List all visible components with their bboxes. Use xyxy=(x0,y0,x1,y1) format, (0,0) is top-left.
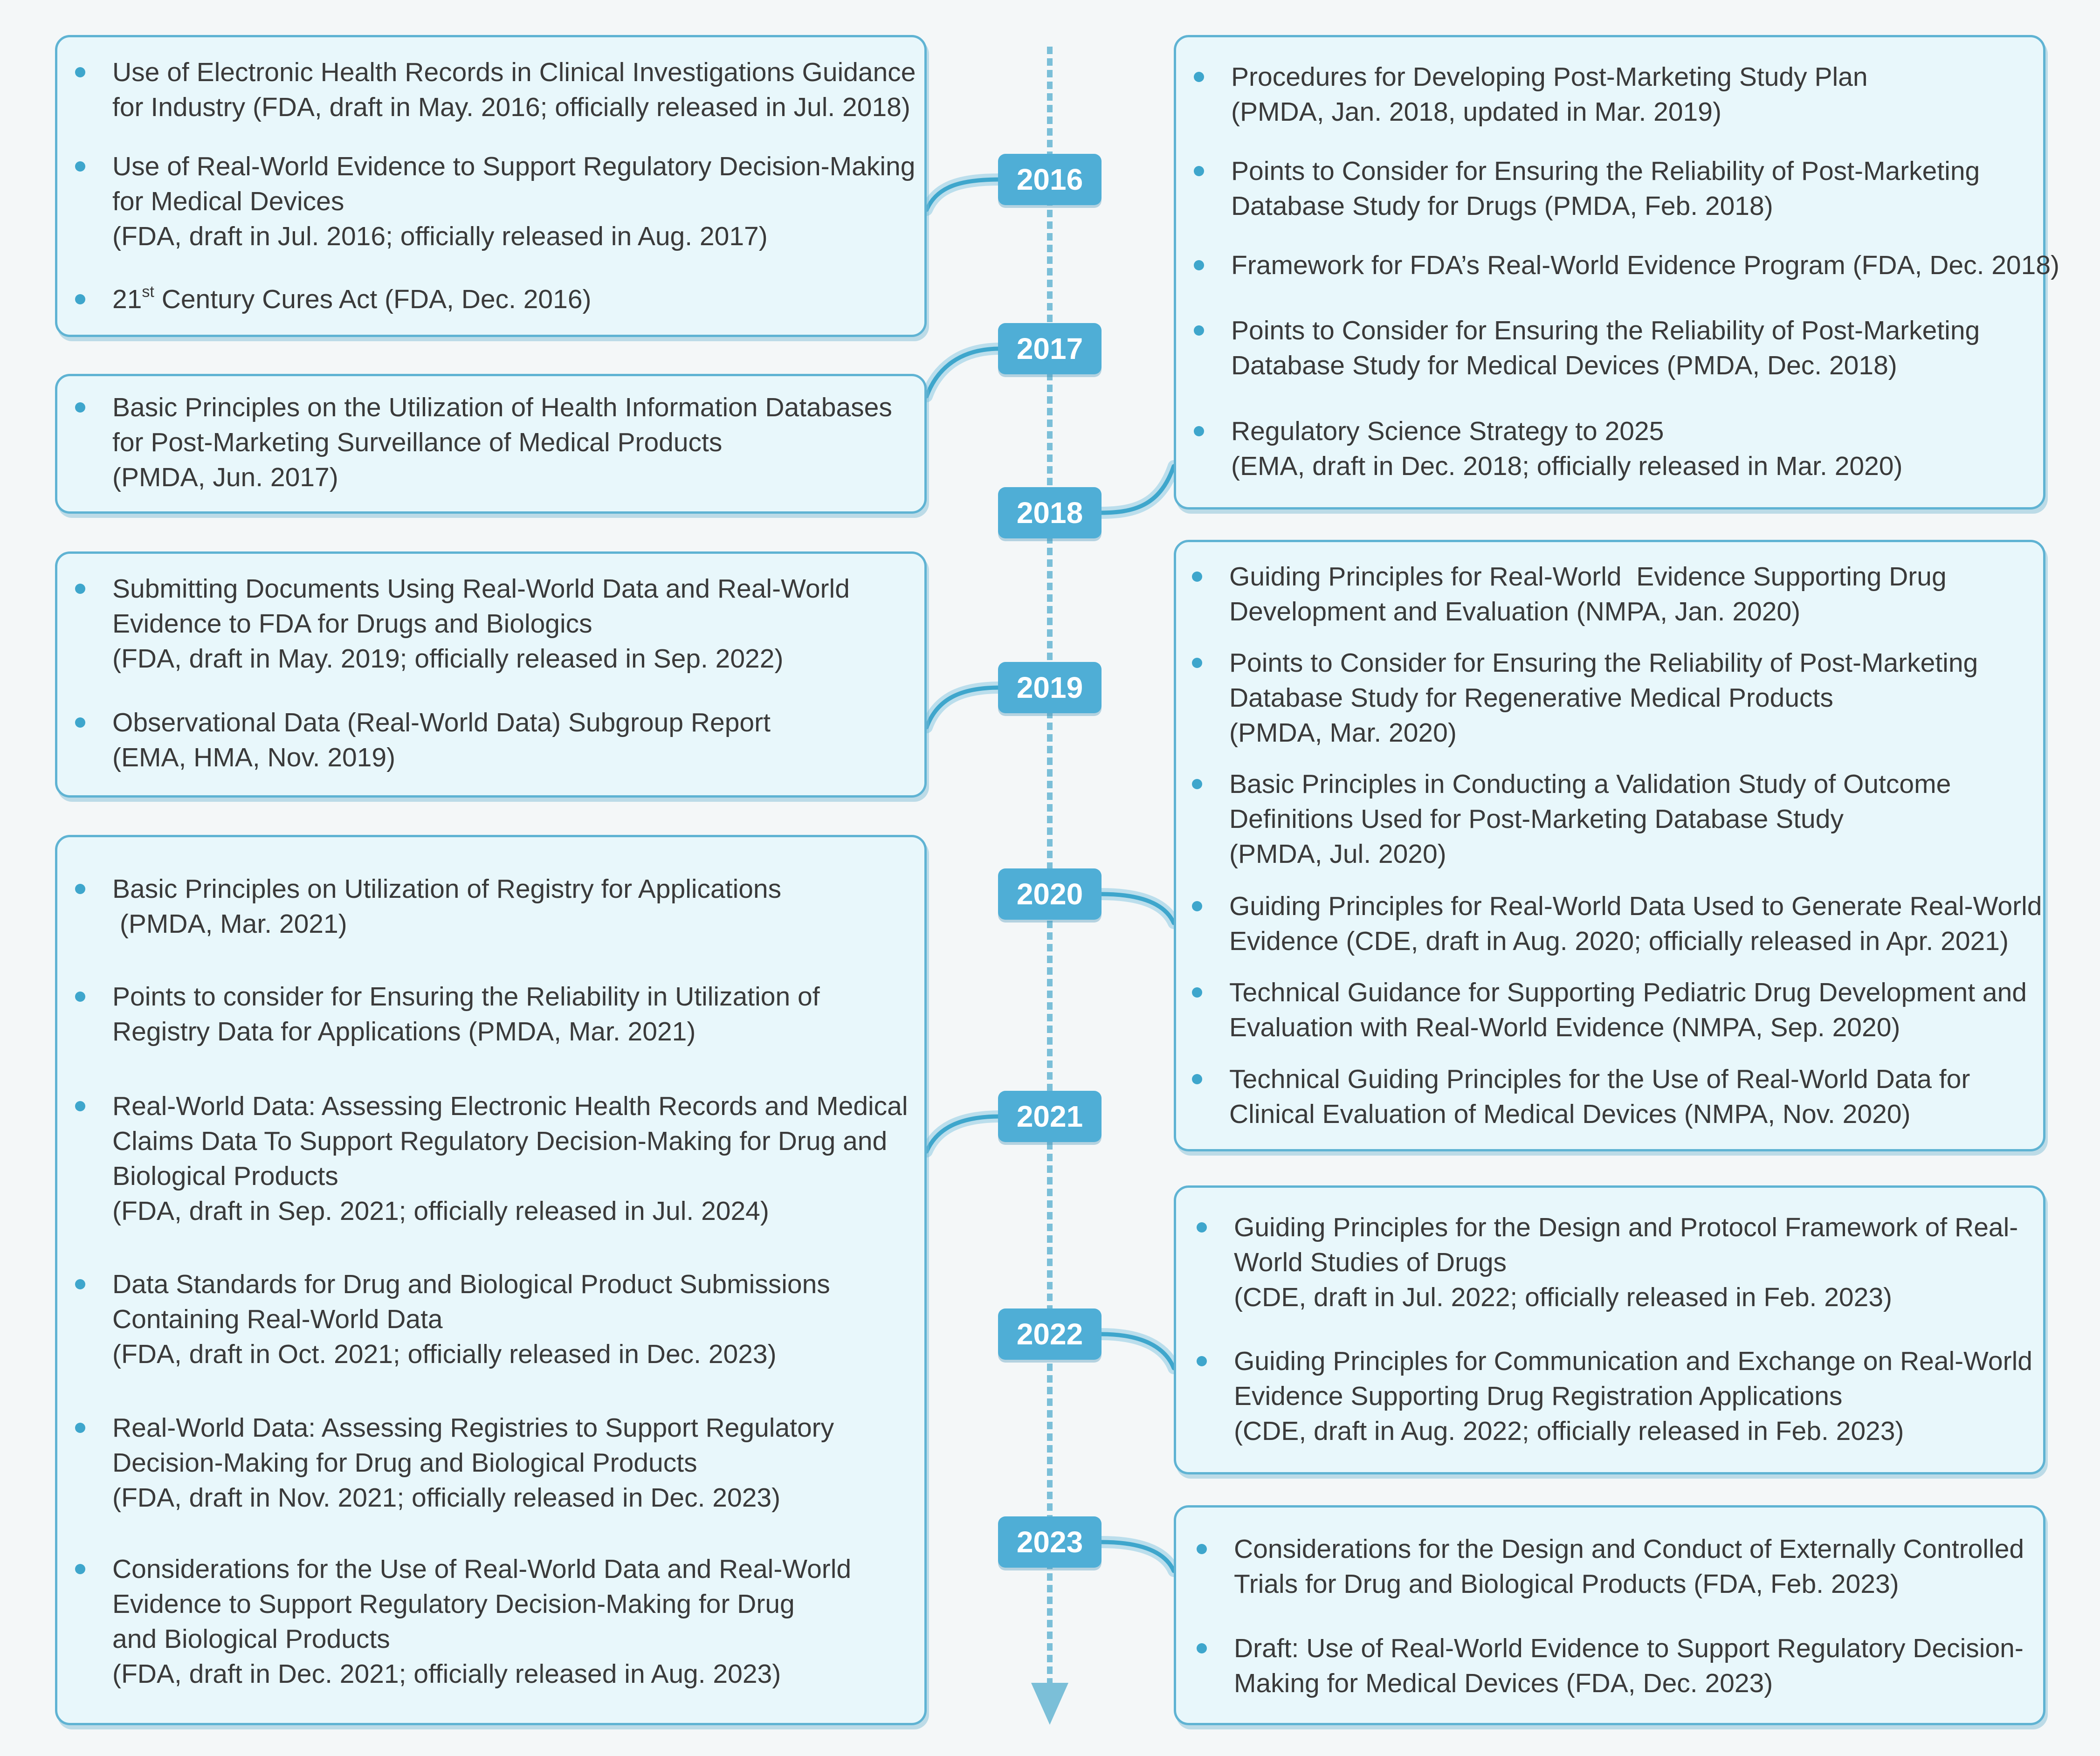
guidance-box-2019 xyxy=(55,551,927,798)
guidance-text: Points to consider for Ensuring the Reliability in Utilization of Registry Data for Applications (PMDA, Mar. 2021) xyxy=(112,982,820,1047)
guidance-text: Basic Principles on Utilization of Registry for Applications (PMDA, Mar. 2021) xyxy=(112,874,782,939)
bullet-icon xyxy=(1194,72,1204,82)
year-badge-2022: 2022 xyxy=(998,1308,1102,1360)
guidance-text: Framework for FDA’s Real-World Evidence Program (FDA, Dec. 2018) xyxy=(1231,250,2060,280)
bullet-icon xyxy=(1194,166,1204,176)
bullet-icon xyxy=(1192,658,1202,668)
guidance-text: Guiding Principles for Communication and Exchange on Real-World Evidence Supporting Drug Registration Applications (CDE, draft in Aug. 2022; officially released in Feb. 2023) xyxy=(1234,1346,2032,1446)
guidance-text: Technical Guiding Principles for the Use of Real-World Data for Clinical Evaluation of Medical Devices (NMPA, Nov. 2020) xyxy=(1229,1064,1970,1129)
list-item xyxy=(75,1411,834,1515)
bullet-icon xyxy=(75,402,85,413)
bullet-icon xyxy=(1192,901,1202,911)
bullet-icon xyxy=(1197,1544,1207,1554)
guidance-box-2022 xyxy=(1174,1185,2045,1474)
list-item xyxy=(75,149,915,254)
guidance-text: Guiding Principles for the Design and Protocol Framework of Real- World Studies of Drugs (CDE, draft in Jul. 2022; officially released in Feb. 2023) xyxy=(1234,1212,2018,1312)
bullet-icon xyxy=(75,161,85,172)
arrow-down-icon xyxy=(1031,1683,1068,1725)
list-item xyxy=(75,705,771,775)
guidance-text: Data Standards for Drug and Biological Product Submissions Containing Real-World Data (FDA, draft in Oct. 2021; officially released in Dec. 2023) xyxy=(112,1269,830,1369)
guidance-box-2020 xyxy=(1174,540,2045,1151)
guidance-box-2016 xyxy=(55,35,927,337)
list-item xyxy=(1194,414,1902,484)
guidance-box-2023 xyxy=(1174,1505,2045,1725)
guidance-text: Basic Principles in Conducting a Validation Study of Outcome Definitions Used for Post-Marketing Database Study (PMDA, Jul. 2020) xyxy=(1229,769,1951,869)
bullet-icon xyxy=(1192,572,1202,582)
guidance-text: Real-World Data: Assessing Registries to Support Regulatory Decision-Making for Drug and Biological Products (FDA, draft in Nov. 2021; officially released in Dec. 2023) xyxy=(112,1413,834,1513)
guidance-box-2018 xyxy=(1174,35,2060,510)
connector-2018 xyxy=(1101,466,1174,513)
guidance-text: Considerations for the Design and Conduct of Externally Controlled Trials for Drug and Biological Products (FDA, Feb. 2023) xyxy=(1234,1534,2024,1599)
list-item xyxy=(75,390,892,495)
guidance-text: Guiding Principles for Real-World Evidence Supporting Drug Development and Evaluation (NMPA, Jan. 2020) xyxy=(1229,562,1947,627)
bullet-icon xyxy=(1197,1356,1207,1366)
guidance-text: Basic Principles on the Utilization of Health Information Databases for Post-Marketing Surveillance of Medical Products (PMDA, Jun. 2017) xyxy=(112,393,892,492)
year-badge-2017: 2017 xyxy=(998,323,1102,374)
list-item xyxy=(75,282,592,317)
bullet-icon xyxy=(1197,1643,1207,1653)
bullet-icon xyxy=(75,67,85,77)
guidance-text: Procedures for Developing Post-Marketing Study Plan (PMDA, Jan. 2018, updated in Mar. 2019) xyxy=(1231,62,1868,127)
bullet-icon xyxy=(1194,325,1204,336)
list-item xyxy=(1192,1062,1970,1132)
bullet-icon xyxy=(75,584,85,594)
guidance-box-2021 xyxy=(55,835,927,1725)
list-item xyxy=(75,872,781,942)
list-item xyxy=(75,1089,908,1229)
guidance-text: Points to Consider for Ensuring the Reliability of Post-Marketing Database Study for Regenerative Medical Products (PMDA, Mar. 2020) xyxy=(1229,648,1978,748)
list-item xyxy=(1197,1631,2024,1701)
list-item xyxy=(1194,60,1868,130)
year-badge-2016: 2016 xyxy=(998,154,1102,205)
guidance-text: Draft: Use of Real-World Evidence to Support Regulatory Decision- Making for Medical Devices (FDA, Dec. 2023) xyxy=(1234,1633,2024,1698)
year-badge-2018: 2018 xyxy=(998,487,1102,538)
bullet-icon xyxy=(75,1279,85,1289)
list-item xyxy=(1194,154,1980,224)
bullet-icon xyxy=(1197,1222,1207,1233)
list-item xyxy=(1197,1344,2032,1449)
guidance-text: Real-World Data: Assessing Electronic Health Records and Medical Claims Data To Support Regulatory Decision-Making for Drug and Biological Products (FDA, draft in Sep. 2021; officially released in Jul. 2024) xyxy=(112,1091,908,1226)
list-item xyxy=(1197,1210,2018,1315)
list-item xyxy=(1192,767,1951,872)
list-item xyxy=(75,55,916,125)
bullet-icon xyxy=(1192,779,1202,789)
bullet-icon xyxy=(1194,426,1204,436)
list-item xyxy=(1192,559,1947,629)
bullet-icon xyxy=(75,1101,85,1111)
bullet-icon xyxy=(1192,1074,1202,1084)
bullet-icon xyxy=(75,884,85,894)
list-item xyxy=(1192,646,1978,751)
list-item xyxy=(1194,248,2059,283)
year-badge-2023: 2023 xyxy=(998,1516,1102,1568)
list-item xyxy=(75,1267,830,1372)
list-item xyxy=(75,1552,851,1692)
guidance-text: Use of Electronic Health Records in Clinical Investigations Guidance for Industry (FDA, draft in May. 2016; officially released in Jul. 2018) xyxy=(112,57,916,122)
list-item xyxy=(1197,1532,2024,1602)
guidance-text: Submitting Documents Using Real-World Data and Real-World Evidence to FDA for Drugs and Biologics (FDA, draft in May. 2019; officially released in Sep. 2022) xyxy=(112,574,850,674)
guidance-text: Regulatory Science Strategy to 2025 (EMA, draft in Dec. 2018; officially released in Mar. 2020) xyxy=(1231,416,1903,481)
bullet-icon xyxy=(75,717,85,728)
guidance-text: Technical Guidance for Supporting Pediatric Drug Development and Evaluation with Real-World Evidence (NMPA, Sep. 2020) xyxy=(1229,978,2027,1042)
year-badge-2019: 2019 xyxy=(998,662,1102,713)
bullet-icon xyxy=(1192,987,1202,998)
guidance-text: Guiding Principles for Real-World Data Used to Generate Real-World Evidence (CDE, draft in Aug. 2020; officially released in Apr. 2021) xyxy=(1229,891,2042,956)
bullet-icon xyxy=(1194,260,1204,270)
bullet-icon xyxy=(75,1423,85,1433)
bullet-icon xyxy=(75,1564,85,1574)
bullet-icon xyxy=(75,992,85,1002)
year-badge-2020: 2020 xyxy=(998,868,1102,920)
guidance-text: 21st Century Cures Act (FDA, Dec. 2016) xyxy=(112,283,592,314)
guidance-text: Points to Consider for Ensuring the Reliability of Post-Marketing Database Study for Drugs (PMDA, Feb. 2018) xyxy=(1231,156,1980,221)
list-item xyxy=(75,572,850,676)
list-item xyxy=(1192,975,2027,1045)
bullet-icon xyxy=(75,294,85,304)
guidance-text: Considerations for the Use of Real-World Data and Real-World Evidence to Support Regulatory Decision-Making for Drug and Biological Products (FDA, draft in Dec. 2021; officially released in Aug. 2023) xyxy=(112,1554,852,1689)
guidance-text: Observational Data (Real-World Data) Subgroup Report (EMA, HMA, Nov. 2019) xyxy=(112,708,771,772)
guidance-text: Points to Consider for Ensuring the Reliability of Post-Marketing Database Study for Medical Devices (PMDA, Dec. 2018) xyxy=(1231,316,1980,380)
list-item xyxy=(75,979,820,1049)
guidance-text: Use of Real-World Evidence to Support Regulatory Decision-Making for Medical Devices (FDA, draft in Jul. 2016; officially released in Aug. 2017) xyxy=(112,151,916,251)
year-badge-2021: 2021 xyxy=(998,1091,1102,1142)
list-item xyxy=(1192,889,2042,959)
guidance-box-2017 xyxy=(55,374,927,514)
list-item xyxy=(1194,313,1980,383)
